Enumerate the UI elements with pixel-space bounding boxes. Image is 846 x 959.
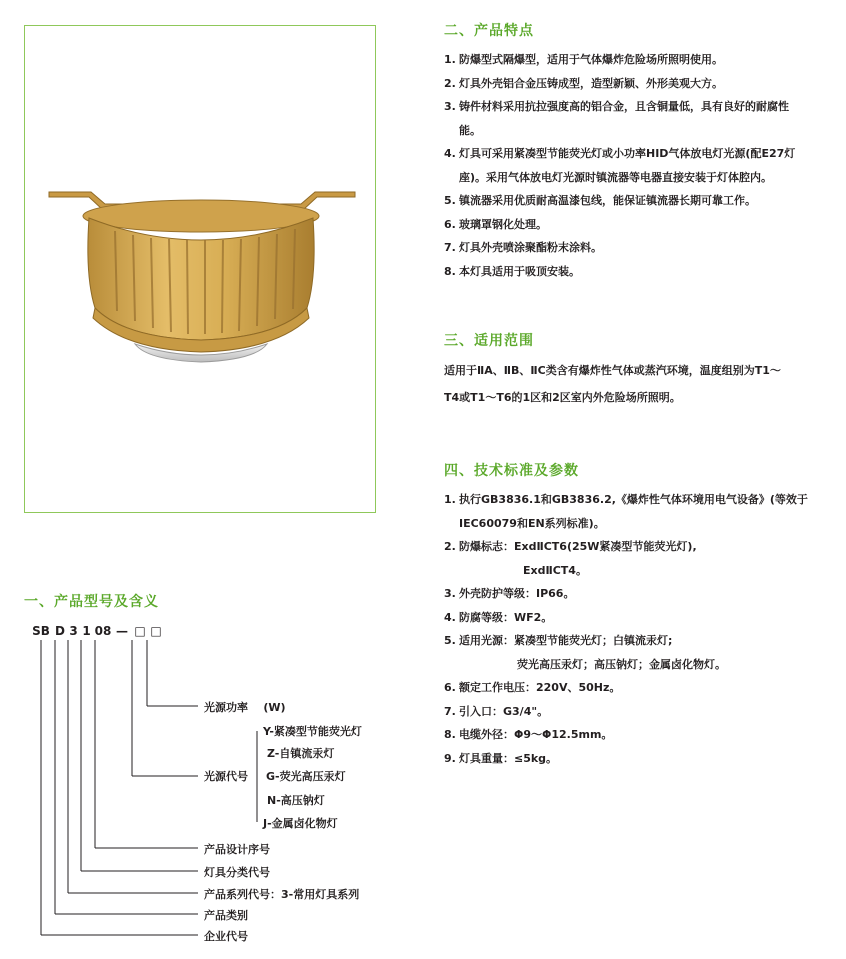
light-source-option: J-金属卤化物灯 xyxy=(263,817,338,830)
light-source-option: N-高压钠灯 xyxy=(267,794,325,807)
model-code-box: □ xyxy=(150,624,162,638)
list-item: 4. 灯具可采用紧凑型节能荧光灯或小功率HID气体放电灯光源(配E27灯 座)。采用气体放电灯光源时镇流器等电器直接安装于灯体腔内。 xyxy=(444,147,796,184)
list-item: 7. 引入口：G3/4"。 xyxy=(444,704,549,718)
model-code-part: 1 xyxy=(82,624,91,638)
list-item: 3. 外壳防护等级：IP66。 xyxy=(444,587,575,600)
section4-title: 四、技术标准及参数 xyxy=(444,463,579,479)
legend-light-source-code: 光源代号 xyxy=(204,770,248,783)
legend-lamp-class: 灯具分类代号 xyxy=(204,866,270,879)
model-code-dash: — xyxy=(116,624,128,638)
model-code-part: SB xyxy=(32,624,50,638)
section2-title: 二、产品特点 xyxy=(444,23,534,39)
section1-title: 一、产品型号及含义 xyxy=(24,594,159,610)
list-item: 6. 玻璃罩钢化处理。 xyxy=(444,217,547,231)
model-code-part: 08 xyxy=(94,624,112,638)
legend-category: 产品类别 xyxy=(204,909,248,922)
legend-series-code: 产品系列代号：3-常用灯具系列 xyxy=(204,888,360,901)
model-code-part: 3 xyxy=(69,624,78,638)
list-item: 5. 镇流器采用优质耐高温漆包线，能保证镇流器长期可靠工作。 xyxy=(444,194,756,207)
model-code-part: D xyxy=(55,624,65,638)
light-source-option: Z-自镇流汞灯 xyxy=(267,747,335,760)
list-item: 9. 灯具重量：≤5kg。 xyxy=(444,751,558,765)
model-code-box: □ xyxy=(134,624,146,638)
features-list xyxy=(444,48,824,283)
legend-company: 企业代号 xyxy=(204,930,248,943)
list-item: 5. 适用光源：紧凑型节能荧光灯；白镇流汞灯; 荧光高压汞灯；高压钠灯；金属卤化物灯。 xyxy=(444,634,726,671)
list-item: 1. 防爆型式隔爆型，适用于气体爆炸危险场所照明使用。 xyxy=(444,53,723,66)
specs-list xyxy=(444,488,824,770)
list-item: 6. 额定工作电压：220V、50Hz。 xyxy=(444,681,621,694)
list-item: 2. 防爆标志：ExdⅡCT6(25W紧凑型节能荧光灯), ExdⅡCT4。 xyxy=(444,540,697,577)
list-item: 7. 灯具外壳喷涂聚酯粉末涂料。 xyxy=(444,241,602,254)
legend-power: 光源功率 (W) xyxy=(204,701,286,714)
legend-design-seq: 产品设计序号 xyxy=(204,843,270,856)
list-item: 1. 执行GB3836.1和GB3836.2,《爆炸性气体环境用电气设备》(等效于 IEC60079和EN系列标准)。 xyxy=(444,493,808,530)
light-source-option: G-荧光高压汞灯 xyxy=(266,770,346,783)
list-item: 3. 铸件材料采用抗拉强度高的铝合金，且含铜量低，具有良好的耐腐性 能。 xyxy=(444,100,789,137)
list-item: 4. 防腐等级：WF2。 xyxy=(444,610,553,624)
list-item: 8. 电缆外径：Φ9～Φ12.5mm。 xyxy=(444,728,613,741)
section3-title: 三、适用范围 xyxy=(444,333,534,349)
list-item: 2. 灯具外壳铝合金压铸成型，造型新颖、外形美观大方。 xyxy=(444,76,723,90)
list-item: 8. 本灯具适用于吸顶安装。 xyxy=(444,264,580,278)
scope-paragraph: 适用于ⅡA、ⅡB、ⅡC类含有爆炸性气体或蒸汽环境，温度组别为T1～ T4或T1～T6的1区和2区室内外危险场所照明。 xyxy=(444,364,781,404)
light-source-option: Y-紧凑型节能荧光灯 xyxy=(263,725,362,738)
